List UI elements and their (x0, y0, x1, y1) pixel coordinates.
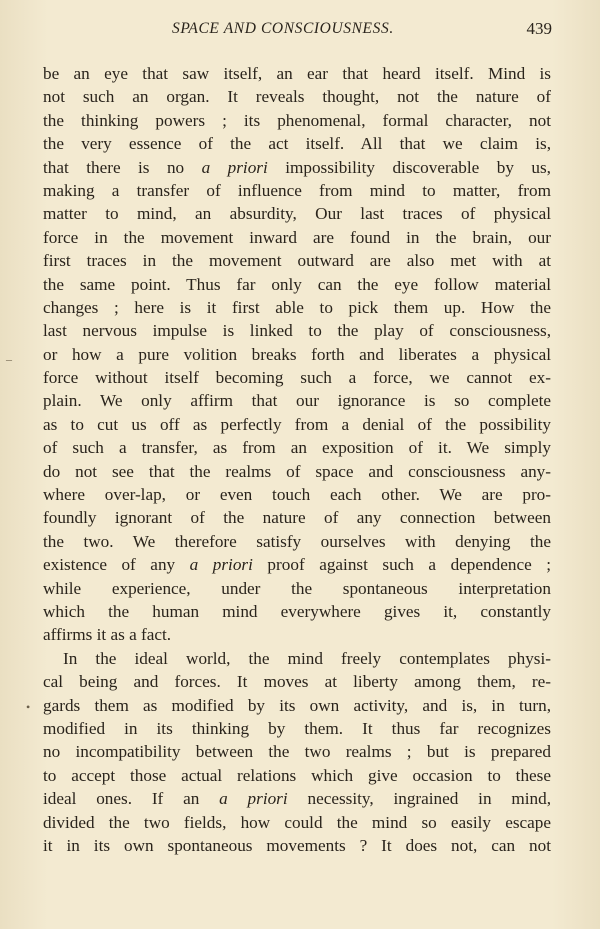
text-line (43, 460, 551, 483)
text-run: affirms it as a fact. (43, 625, 172, 645)
text-run: last nervous impulse is linked to the play of consciousness, (43, 321, 551, 341)
text-run: foundly ignorant of the nature of any connection between (43, 508, 551, 528)
text-run: that there is no (43, 157, 202, 177)
text-run: impossibility discoverable by us, (267, 157, 551, 177)
text-line (43, 834, 551, 857)
text-run: force in the movement inward are found in the brain, our (43, 227, 551, 247)
text-line (43, 413, 551, 436)
text-line (43, 577, 551, 600)
text-line (43, 296, 551, 319)
text-line (43, 273, 551, 296)
margin-dash-mark: – (6, 352, 12, 366)
text-line (43, 600, 551, 623)
text-run: the two. We therefore satisfy ourselves with denying the (43, 531, 551, 551)
text-line (43, 811, 551, 834)
text-line (43, 670, 551, 693)
text-run: proof against such a dependence ; (252, 555, 551, 575)
text-run: no incompatibility between the two realms ; but is prepared (43, 742, 551, 762)
text-run: be an eye that saw itself, an ear that heard itself. Mind is (43, 64, 551, 83)
italic-phrase: a priori (219, 789, 288, 809)
text-line (43, 436, 551, 459)
text-line (43, 506, 551, 529)
text-run: or how a pure volition breaks forth and liberates a physical (43, 344, 551, 364)
text-line (43, 623, 551, 646)
text-line (43, 553, 551, 576)
text-run: ideal ones. If an (43, 789, 220, 809)
text-run: the same point. Thus far only can the eye follow material (43, 274, 551, 294)
text-line (43, 647, 551, 670)
text-run: while experience, under the spontaneous interpretation (43, 578, 551, 598)
text-line (43, 109, 551, 132)
text-line (43, 343, 551, 366)
text-line (43, 366, 551, 389)
text-run: it in its own spontaneous movements ? It does not, can not (43, 835, 551, 855)
text-line (43, 717, 551, 740)
text-line (43, 483, 551, 506)
text-run: to accept those actual relations which give occasion to these (43, 765, 551, 785)
text-run: not such an organ. It reveals thought, not the nature of (43, 87, 551, 107)
text-line (43, 249, 551, 272)
text-line (43, 764, 551, 787)
text-line (43, 740, 551, 763)
text-line (43, 179, 551, 202)
text-run: necessity, ingrained in mind, (287, 789, 551, 809)
page-number: 439 (526, 19, 552, 38)
text-run: first traces in the movement outward are also met with at (43, 251, 551, 271)
text-run: where over-lap, or even touch each other. We are pro- (43, 485, 551, 505)
text-run: plain. We only affirm that our ignorance is so complete (43, 391, 551, 411)
text-line (43, 530, 551, 553)
text-run: as to cut us off as perfectly from a denial of the possibility (43, 414, 551, 434)
italic-phrase: a priori (189, 555, 253, 575)
running-title: SPACE AND CONSCIOUSNESS. (172, 20, 394, 37)
text-run: of such a transfer, as from an exposition of it. We simply (43, 438, 551, 458)
text-line (43, 202, 551, 225)
text-run: the very essence of the act itself. All that we claim is, (43, 134, 551, 154)
text-run: gards them as modified by its own activity, and is, in turn, (43, 695, 551, 715)
text-line (43, 226, 551, 249)
text-line (43, 319, 551, 342)
text-line (43, 132, 551, 155)
text-run: matter to mind, an absurdity, Our last traces of physical (43, 204, 551, 224)
text-run: In the ideal world, the mind freely contemplates physi- (63, 648, 551, 668)
text-line (43, 62, 551, 85)
text-run: modified in its thinking by them. It thus far recognizes (43, 718, 551, 738)
body-text (43, 62, 551, 857)
text-run: making a transfer of influence from mind to matter, from (43, 180, 551, 200)
text-run: divided the two fields, how could the mind so easily escape (43, 812, 551, 832)
text-line (43, 85, 551, 108)
text-line (43, 787, 551, 810)
text-line (43, 694, 551, 717)
text-run: force without itself becoming such a force, we cannot ex- (43, 368, 551, 388)
text-run: cal being and forces. It moves at liberty among them, re- (43, 672, 551, 692)
italic-phrase: a priori (201, 157, 268, 177)
margin-dot-mark: • (26, 700, 31, 714)
text-run: the thinking powers ; its phenomenal, formal character, not (43, 110, 551, 130)
text-run: which the human mind everywhere gives it, constantly (43, 601, 551, 621)
text-line (43, 156, 551, 179)
text-run: do not see that the realms of space and consciousness any- (43, 461, 551, 481)
text-line (43, 389, 551, 412)
text-run: changes ; here is it first able to pick them up. How the (43, 297, 551, 317)
text-run: existence of any (43, 555, 190, 575)
